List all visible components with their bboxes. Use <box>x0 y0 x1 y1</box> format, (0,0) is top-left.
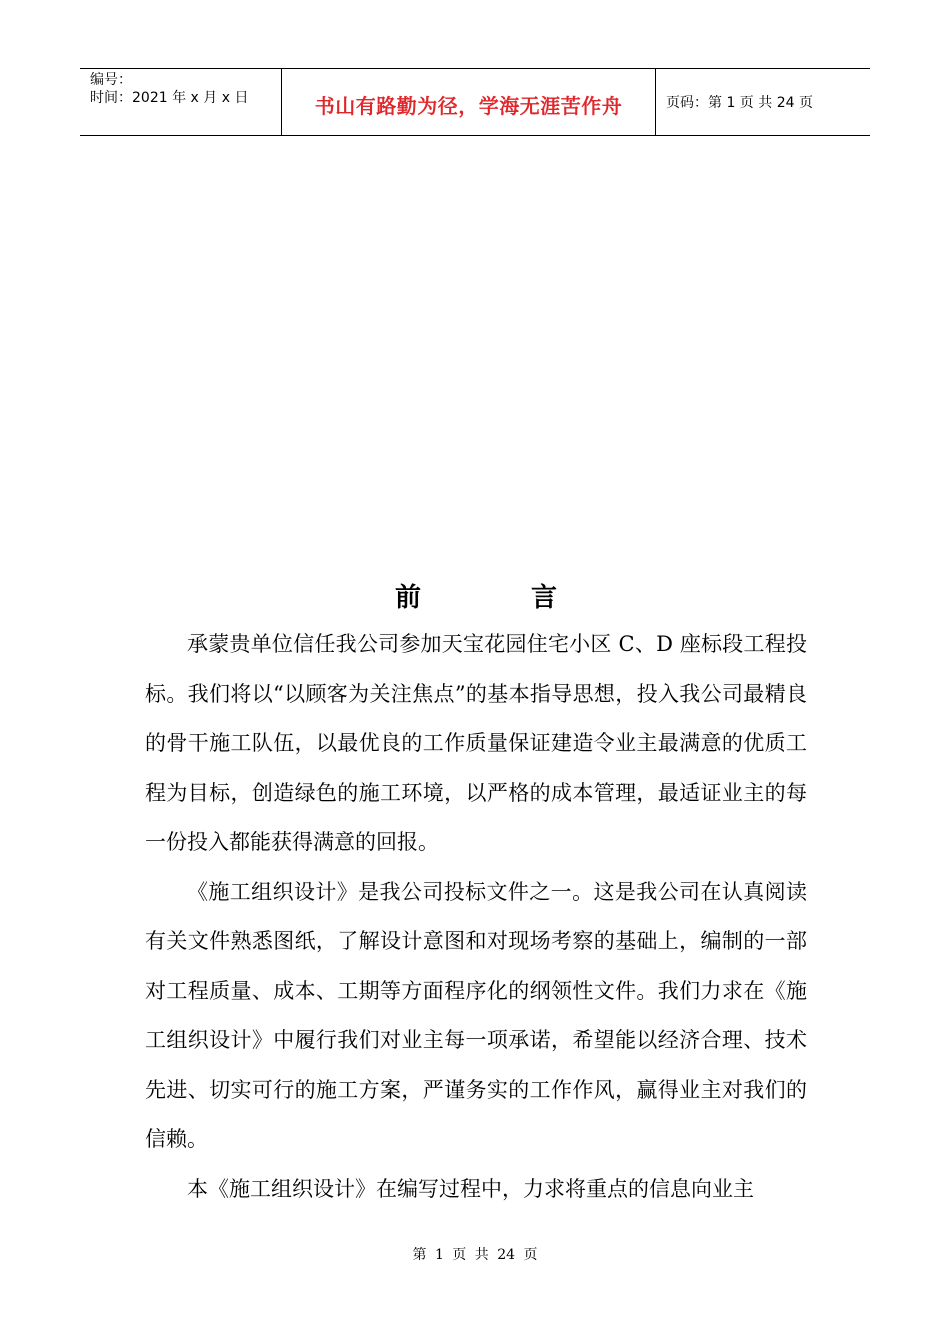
header-motto: 书山有路勤为径，学海无涯苦作舟 <box>314 93 623 118</box>
header-motto-cell <box>282 69 656 135</box>
document-date-label: 时间：2021 年 x 月 x 日 <box>90 90 249 106</box>
header-page-number: 页码：第 1 页 共 24 页 <box>666 95 813 111</box>
header-meta-cell <box>80 69 282 135</box>
paragraph: 本《施工组织设计》在编写过程中，力求将重点的信息向业主 <box>187 1176 754 1201</box>
document-number-label: 编号： <box>90 72 132 88</box>
header-page-cell <box>656 69 870 135</box>
page-footer: 第 1 页 共 24 页 <box>412 1247 538 1263</box>
paragraph: 《施工组织设计》是我公司投标文件之一。这是我公司在认真阅读有关文件熟悉图纸，了解设计意图和对现场考察的基础上，编制的一部对工程质量、成本、工期等方面程序化的纲领性文件。我们力求在《施工组织设计》中履行我们对业主每一项承诺，希望能以经济合理、技术先进、切实可行的施工方案，严谨务实的工作作风，赢得业主对我们的信赖。 <box>145 879 807 1151</box>
document-body <box>145 578 807 1214</box>
document-title: 前言 <box>394 583 667 613</box>
page-header <box>80 68 870 136</box>
paragraph: 承蒙贵单位信任我公司参加天宝花园住宅小区 C、D 座标段工程投标。我们将以“以顾客为关注焦点”的基本指导思想，投入我公司最精良的骨干施工队伍，以最优良的工作质量保证建造令业主最满意的优质工程为目标，创造绿色的施工环境，以严格的成本管理，最适证业主的每一份投入都能获得满意的回报。 <box>145 632 807 854</box>
